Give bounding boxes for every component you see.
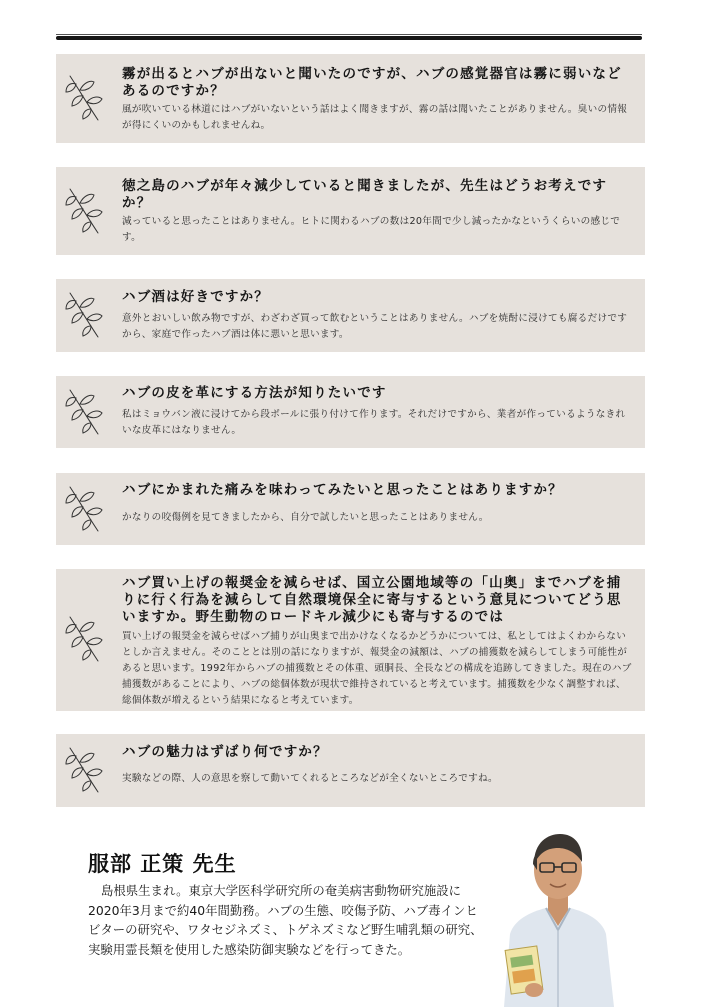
question-text: ハブの魅力はずばり何ですか？ xyxy=(122,744,328,760)
leaf-sprig-icon xyxy=(64,615,104,663)
qa-card xyxy=(56,279,645,352)
qa-card xyxy=(56,167,645,255)
qa-card xyxy=(56,376,645,448)
question-text: ハブの皮を革にする方法が知りたいです xyxy=(122,385,387,401)
question-text: ハブ酒は好きですか？ xyxy=(122,289,269,305)
qa-card xyxy=(56,54,645,143)
qa-card xyxy=(56,734,645,807)
profile-bio: 島根県生まれ。東京大学医科学研究所の奄美病害動物研究施設に2020年3月まで約40年間勤務。ハブの生態、咬傷予防、ハブ毒インヒビターの研究や、ワタセジネズミ、トゲネズミなど野生哺乳類の研究、実験用霊長類を使用した感染防御実験などを行ってきた。 xyxy=(88,883,483,957)
leaf-sprig-icon xyxy=(64,74,104,122)
answer-text: 風が吹いている林道にはハブがいないという話はよく聞きますが、霧の話は聞いたことがありません。臭いの情報が得にくいのかもしれませんね。 xyxy=(122,104,628,131)
qa-card xyxy=(56,473,645,545)
answer-text: 意外とおいしい飲み物ですが、わざわざ買って飲むということはありません。ハブを焼酎に浸けても腐るだけですから、家庭で作ったハブ酒は体に悪いと思います。 xyxy=(122,313,628,340)
answer-text: 減っていると思ったことはありません。ヒトに関わるハブの数は20年間で少し減ったかなというくらいの感じです。 xyxy=(122,216,621,243)
question-text: 徳之島のハブが年々減少していると聞きましたが、先生はどうお考えですか？ xyxy=(122,178,608,211)
answer-text: 私はミョウバン液に浸けてから段ボールに張り付けて作ります。それだけですから、業者が作っているようなきれいな皮革にはなりません。 xyxy=(122,409,626,436)
question-text: 霧が出るとハブが出ないと聞いたのですが、ハブの感覚器官は霧に弱いなどあるのですか？ xyxy=(122,66,622,99)
question-text: ハブ買い上げの報奨金を減らせば、国立公園地域等の「山奥」までハブを捕りに行く行為を減らして自然環境保全に寄与するという意見についてどう思いますか。野生動物のロードキル減少にも寄与するのでは xyxy=(122,575,622,625)
question-text: ハブにかまれた痛みを味わってみたいと思ったことはありますか？ xyxy=(122,482,563,498)
leaf-sprig-icon xyxy=(64,291,104,339)
answer-text: 買い上げの報奨金を減らせばハブ捕りが山奥まで出かけなくなるかどうかについては、私としてはよくわからないとしか言えません。そのこととは別の話になりますが、報奨金の減額は、ハブの捕獲数を減らしてしまう可能性があると思います。1992年からハブの捕獲数とその体重、頭胴長、全長などの構成を追跡してきました。現在のハブ捕獲数があることにより、ハブの総個体数が現状で維持されていると考えています。捕獲数を少なく調整すれば、総個体数が増えるという結果になると考えています。 xyxy=(122,631,632,706)
leaf-sprig-icon xyxy=(64,187,104,235)
top-divider xyxy=(56,36,642,40)
qa-card xyxy=(56,569,645,711)
profile-name: 服部 正策 先生 xyxy=(88,852,237,876)
leaf-sprig-icon xyxy=(64,485,104,533)
leaf-sprig-icon xyxy=(64,388,104,436)
answer-text: 実験などの際、人の意思を察して動いてくれるところなどが全くないところですね。 xyxy=(122,773,498,784)
leaf-sprig-icon xyxy=(64,746,104,794)
answer-text: かなりの咬傷例を見てきましたから、自分で試したいと思ったことはありません。 xyxy=(122,512,489,523)
profile-photo xyxy=(500,822,616,1007)
